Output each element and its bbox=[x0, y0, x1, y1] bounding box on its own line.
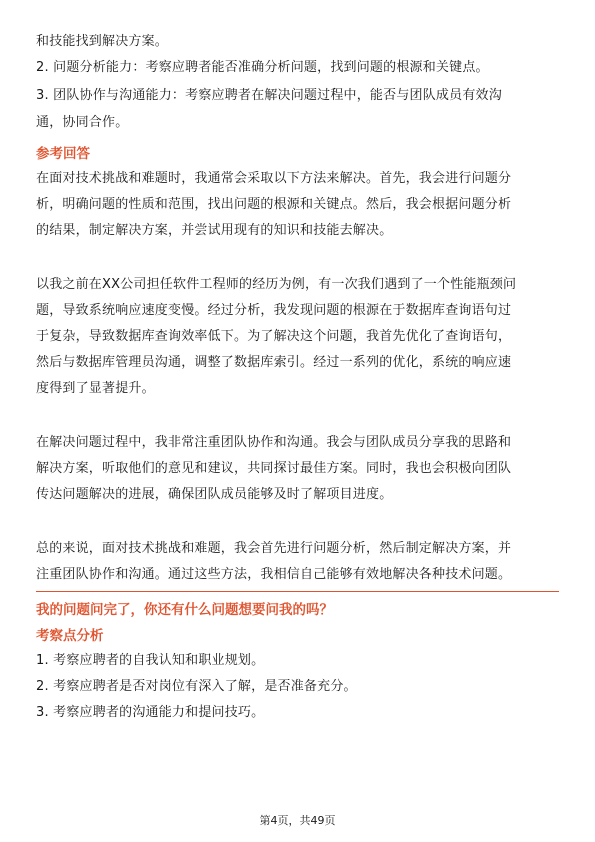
text-line: 2. 问题分析能力：考察应聘者能否准确分析问题，找到问题的根源和关键点。 bbox=[36, 60, 489, 75]
text-line: 以我之前在XX公司担任软件工程师的经历为例，有一次我们遇到了一个性能瓶颈问 bbox=[36, 277, 517, 292]
text-line: 注重团队协作和沟通。通过这些方法，我相信自己能够有效地解决各种技术问题。 bbox=[36, 567, 512, 582]
question-heading: 我的问题问完了，你还有什么问题想要问我的吗？ bbox=[36, 602, 333, 618]
answer-paragraph-4 bbox=[36, 536, 559, 588]
paragraph-gap bbox=[36, 244, 559, 272]
analysis-heading: 考察点分析 bbox=[36, 628, 104, 644]
text-line: 总的来说，面对技术挑战和难题，我会首先进行问题分析，然后制定解决方案，并 bbox=[36, 541, 512, 556]
text-line: 于复杂，导致数据库查询效率低下。为了解决这个问题，我首先优化了查询语句， bbox=[36, 329, 512, 344]
page-footer: 第4页，共49页 bbox=[259, 814, 336, 827]
document-page bbox=[36, 0, 559, 726]
analysis-list bbox=[36, 648, 559, 726]
text-line: 题，导致系统响应速度变慢。经过分析，我发现问题的根源在于数据库查询语句过 bbox=[36, 303, 512, 318]
section-divider bbox=[36, 591, 559, 592]
paragraph-gap bbox=[36, 508, 559, 536]
text-line: 通，协同合作。 bbox=[36, 115, 129, 130]
text-line: 3. 团队协作与沟通能力：考察应聘者在解决问题过程中，能否与团队成员有效沟 bbox=[36, 88, 502, 103]
answer-paragraph-2 bbox=[36, 272, 559, 402]
list-item: 1. 考察应聘者的自我认知和职业规划。 bbox=[36, 653, 265, 668]
assessment-points-continued bbox=[36, 0, 559, 136]
text-line: 然后与数据库管理员沟通，调整了数据库索引。经过一系列的优化，系统的响应速 bbox=[36, 355, 512, 370]
text-line: 传达问题解决的进展，确保团队成员能够及时了解项目进度。 bbox=[36, 487, 393, 502]
text-line: 析，明确问题的性质和范围，找出问题的根源和关键点。然后，我会根据问题分析 bbox=[36, 197, 512, 212]
text-line: 解决方案，听取他们的意见和建议，共同探讨最佳方案。同时，我也会积极向团队 bbox=[36, 461, 512, 476]
paragraph-gap bbox=[36, 402, 559, 430]
answer-paragraph-3 bbox=[36, 430, 559, 508]
text-line: 的结果，制定解决方案，并尝试用现有的知识和技能去解决。 bbox=[36, 223, 393, 238]
text-line: 在解决问题过程中，我非常注重团队协作和沟通。我会与团队成员分享我的思路和 bbox=[36, 435, 512, 450]
answer-paragraph-1 bbox=[36, 166, 559, 244]
list-item: 3. 考察应聘者的沟通能力和提问技巧。 bbox=[36, 705, 265, 720]
text-line: 在面对技术挑战和难题时，我通常会采取以下方法来解决。首先，我会进行问题分 bbox=[36, 171, 512, 186]
text-line: 度得到了显著提升。 bbox=[36, 381, 155, 396]
text-line: 和技能找到解决方案。 bbox=[36, 34, 169, 49]
list-item: 2. 考察应聘者是否对岗位有深入了解，是否准备充分。 bbox=[36, 679, 357, 694]
answer-heading: 参考回答 bbox=[36, 146, 90, 162]
